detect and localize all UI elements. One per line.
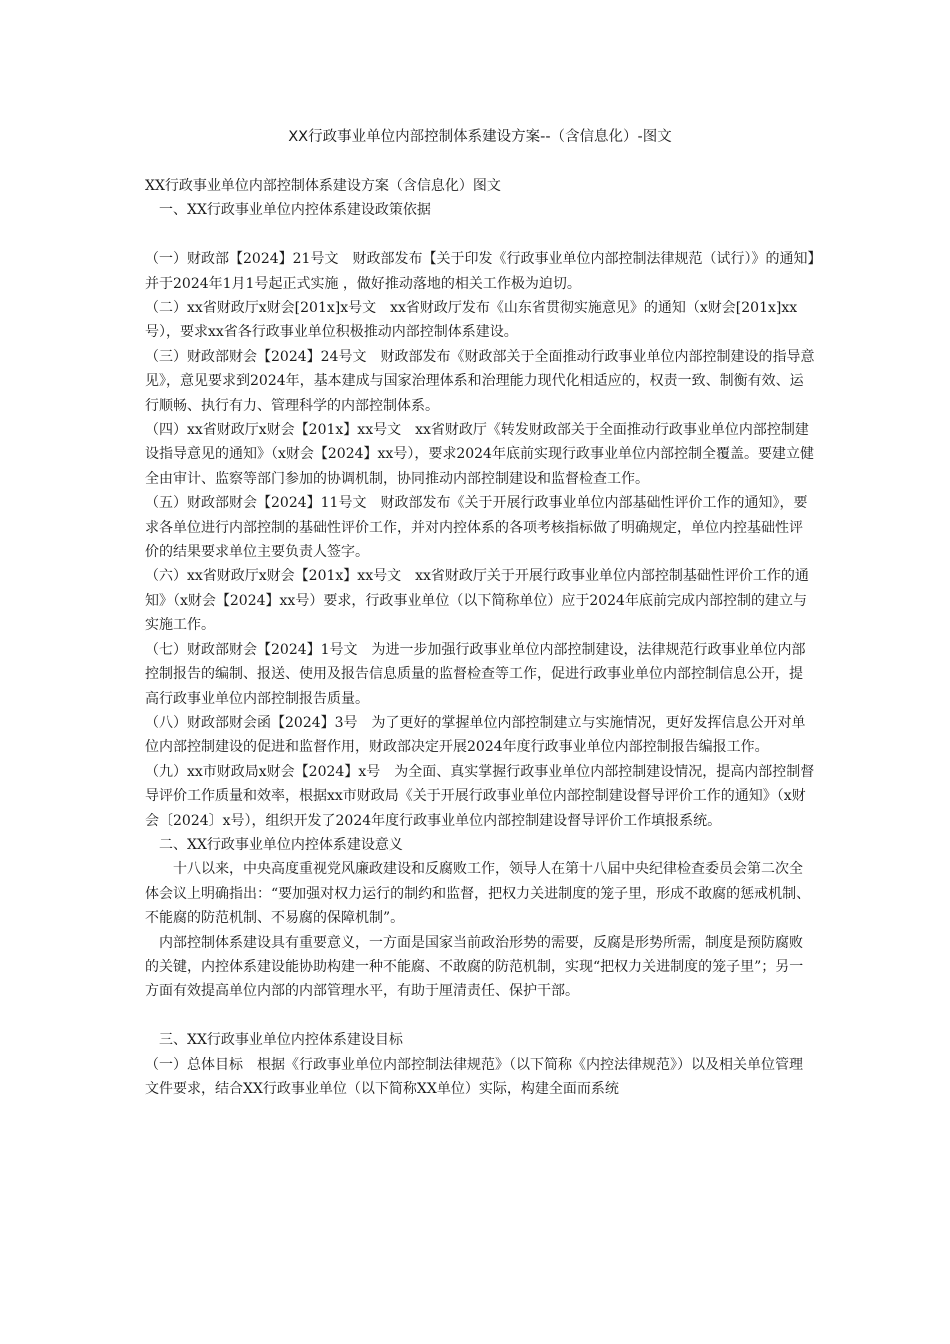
policy-item: （二）xx省财政厅x财会[201x]x号文 xx省财政厅发布《山东省贯彻实施意见》的通知（x财会[201x]xx号），要求xx省各行政事业单位积极推动内部控制体系建设。 <box>145 300 798 341</box>
section-heading: 三、XX行政事业单位内控体系建设目标 <box>159 1032 403 1049</box>
document-body <box>145 174 815 1101</box>
policy-item: （三）财政部财会【2024】24号文 财政部发布《财政部关于全面推动行政事业单位内部控制建设的指导意见》，意见要求到2024年，基本建成与国家治理体系和治理能力现代化相适应的，权责一致、制衡有效、运行顺畅、执行有力、管理科学的内部控制体系。 <box>145 348 815 414</box>
policy-item: （七）财政部财会【2024】1号文 为进一步加强行政事业单位内部控制建设，法律规范行政事业单位内部控制报告的编制、报送、使用及报告信息质量的监督检查等工作，促进行政事业单位内部控制信息公开，提高行政事业单位内部控制报告质量。 <box>145 641 806 707</box>
policy-item: （六）xx省财政厅x财会【201x】xx号文 xx省财政厅关于开展行政事业单位内部控制基础性评价工作的通知》（x财会【2024】xx号）要求，行政事业单位（以下简称单位）应于2024年底前完成内部控制的建立与实施工作。 <box>145 568 809 634</box>
body-paragraph: 十八以来，中央高度重视党风廉政建设和反腐败工作，领导人在第十八届中央纪律检查委员会第二次全体会议上明确指出：“要加强对权力运行的制约和监督，把权力关进制度的笼子里，形成不敢腐的惩戒机制、不能腐的防范机制、不易腐的保障机制”。 <box>145 861 811 927</box>
section-heading: 二、XX行政事业单位内控体系建设意义 <box>159 836 403 853</box>
policy-item: （五）财政部财会【2024】11号文 财政部发布《关于开展行政事业单位内部基础性评价工作的通知》，要求各单位进行内部控制的基础性评价工作，并对内控体系的各项考核指标做了明确规定，单位内控基础性评价的结果要求单位主要负责人签字。 <box>145 495 808 561</box>
policy-item: （一）财政部【2024】21号文 财政部发布【关于印发《行政事业单位内部控制法律规范（试行）》的通知】并于2024年1月1号起正式实施 ，做好推动落地的相关工作极为迫切。 <box>145 251 815 292</box>
policy-item: （四）xx省财政厅x财会【201x】xx号文 xx省财政厅《转发财政部关于全面推动行政事业单位内部控制建设指导意见的通知》（x财会【2024】xx号），要求2024年底前实现行政事业单位内部控制全覆盖。要建立健全由审计、监察等部门参加的协调机制，协同推动内部控制建设和监督检查工作。 <box>145 422 814 487</box>
policy-item: （八）财政部财会函【2024】3号 为了更好的掌握单位内部控制建立与实施情况，更好发挥信息公开对单位内部控制建设的促进和监督作用，财政部决定开展2024年度行政事业单位内部控制报告编报工作。 <box>145 714 806 756</box>
blank-line <box>145 1004 815 1028</box>
body-paragraph: 内部控制体系建设具有重要意义，一方面是国家当前政治形势的需要，反腐是形势所需，制度是预防腐败的关键，内控体系建设能协助构建一种不能腐、不敢腐的防范机制，实现“把权力关进制度的笼子里”；另一方面有效提高单位内部的内部管理水平，有助于厘清责任、保护干部。 <box>145 934 804 1000</box>
policy-item: （九）xx市财政局x财会【2024】x号 为全面、真实掌握行政事业单位内部控制建设情况，提高内部控制督导评价工作质量和效率，根据xx市财政局《关于开展行政事业单位内部控制建设督导评价工作的通知》（x财会〔2024〕x号），组织开发了2024年度行政事业单位内部控制建设督导评价工作填报系统。 <box>145 763 815 829</box>
document-title: XX行政事业单位内部控制体系建设方案--（含信息化）-图文 <box>288 129 672 145</box>
section-heading: 一、XX行政事业单位内控体系建设政策依据 <box>159 202 431 219</box>
blank-line <box>145 223 815 247</box>
document-subtitle: XX行政事业单位内部控制体系建设方案（含信息化）图文 <box>145 178 501 194</box>
goal-item: （一）总体目标 根据《行政事业单位内部控制法律规范》（以下简称《内控法律规范》）以及相关单位管理文件要求，结合XX行政事业单位（以下简称XX单位）实际，构建全面而系统 <box>145 1056 803 1097</box>
